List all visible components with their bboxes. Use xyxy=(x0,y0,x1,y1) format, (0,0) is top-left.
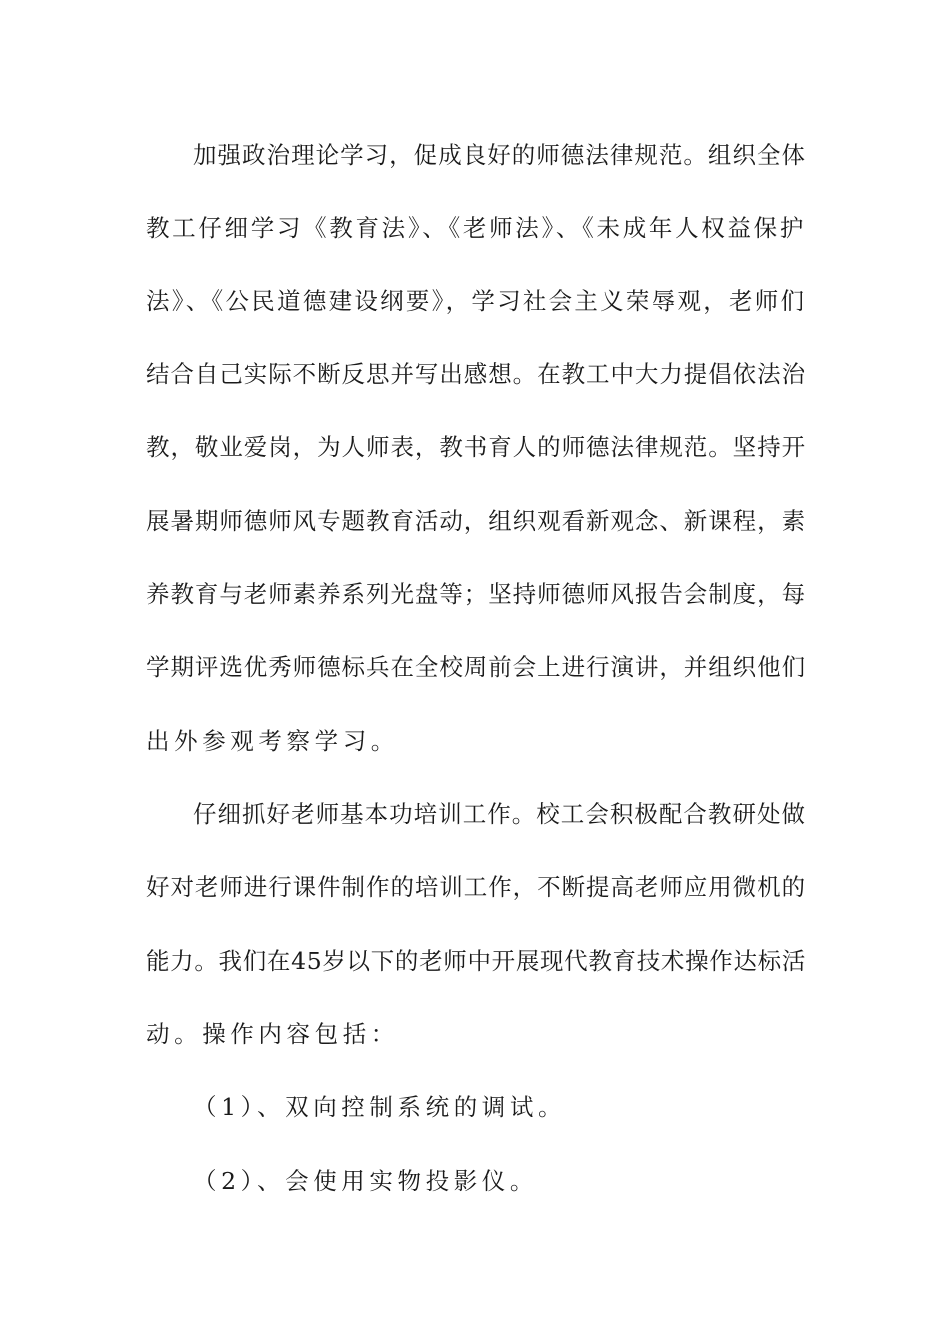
paragraph-line: 学期评选优秀师德标兵在全校周前会上进行演讲，并组织他们 xyxy=(146,653,806,681)
paragraph-line: 动。操作内容包括： xyxy=(146,1020,399,1048)
paragraph-line: 养教育与老师素养系列光盘等；坚持师德师风报告会制度，每 xyxy=(146,580,806,608)
paragraph-line: 展暑期师德师风专题教育活动，组织观看新观念、新课程，素 xyxy=(146,507,806,535)
paragraph-line: 教，敬业爱岗，为人师表，教书育人的师德法律规范。坚持开 xyxy=(146,433,806,461)
paragraph-line: 能力。我们在45岁以下的老师中开展现代教育技术操作达标活 xyxy=(146,947,806,975)
paragraph-line: 结合自己实际不断反思并写出感想。在教工中大力提倡依法治 xyxy=(146,360,806,388)
list-item: （2）、会使用实物投影仪。 xyxy=(193,1167,539,1195)
paragraph-line: 加强政治理论学习，促成良好的师德法律规范。组织全体 xyxy=(193,141,806,169)
paragraph-line: 法》、《公民道德建设纲要》，学习社会主义荣辱观，老师们 xyxy=(146,287,807,315)
paragraph-line: 出外参观考察学习。 xyxy=(146,727,399,755)
list-item: （1）、双向控制系统的调试。 xyxy=(193,1093,567,1121)
paragraph-line: 仔细抓好老师基本功培训工作。校工会积极配合教研处做 xyxy=(193,800,806,828)
paragraph-line: 教工仔细学习《教育法》、《老师法》、《未成年人权益保护 xyxy=(146,214,806,242)
paragraph-line: 好对老师进行课件制作的培训工作，不断提高老师应用微机的 xyxy=(146,873,806,901)
